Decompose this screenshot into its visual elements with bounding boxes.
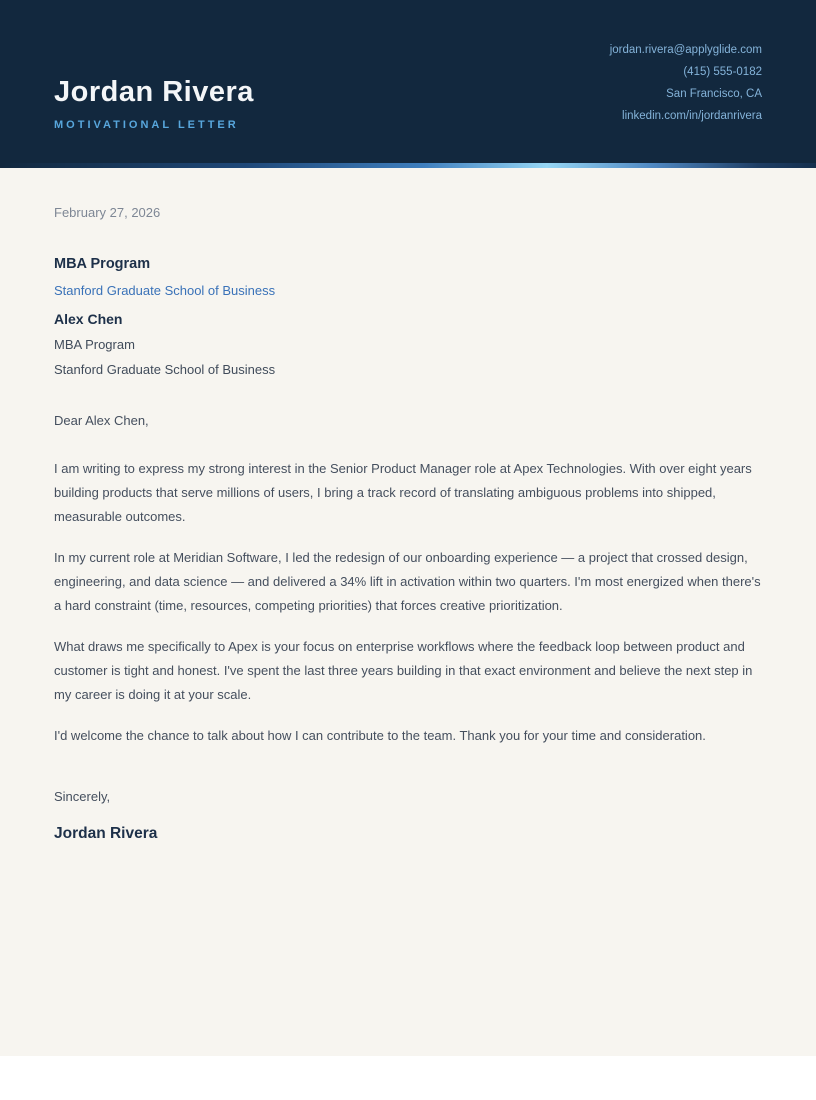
identity-block [54,76,254,163]
email-link[interactable]: jordan.rivera@applyglide.com [609,44,762,56]
contact-block [610,39,762,163]
document-type-label: MOTIVATIONAL LETTER [54,119,239,131]
letter-paragraph: In my current role at Meridian Software, I led the redesign of our onboarding experience — a project that crossed design, engineering, and data science — and delivered a 34% lift in activation within two quarters. I'm most energized when there's a hard constraint (time, resources, competing priorities) that forces creative prioritization. [54,550,761,613]
salutation: Dear Alex Chen, [54,413,149,428]
letter-date: February 27, 2026 [54,205,161,220]
letter-paragraph: What draws me specifically to Apex is your focus on enterprise workflows where the feedback loop between product and customer is tight and honest. I've spent the last three years building in that exact environment and believe the next step in my career is doing it at your scale. [54,639,753,702]
closing: Sincerely, [54,789,111,804]
recipient-name: Alex Chen [54,311,123,327]
letter-paragraph: I am writing to express my strong interest in the Senior Product Manager role at Apex Technologies. With over eight years building products that serve millions of users, I bring a track record of translating ambiguous problems into shipped, measurable outcomes. [54,461,752,524]
recipient-school-link[interactable]: Stanford Graduate School of Business [54,283,276,298]
recipient-school-line: Stanford Graduate School of Business [54,362,276,377]
recipient-org-block [54,256,762,377]
linkedin-link[interactable]: linkedin.com/in/jordanrivera [622,110,762,122]
applicant-name: Jordan Rivera [54,76,254,108]
letter-header [0,0,816,163]
letter-body [0,168,816,843]
phone-link[interactable]: (415) 555-0182 [683,66,762,78]
signature-name: Jordan Rivera [54,825,158,842]
location-text: San Francisco, CA [666,88,762,100]
recipient-program-heading: MBA Program [54,256,151,272]
recipient-program-line: MBA Program [54,337,135,352]
letter-paragraph: I'd welcome the chance to talk about how I can contribute to the team. Thank you for your time and consideration. [54,728,706,743]
